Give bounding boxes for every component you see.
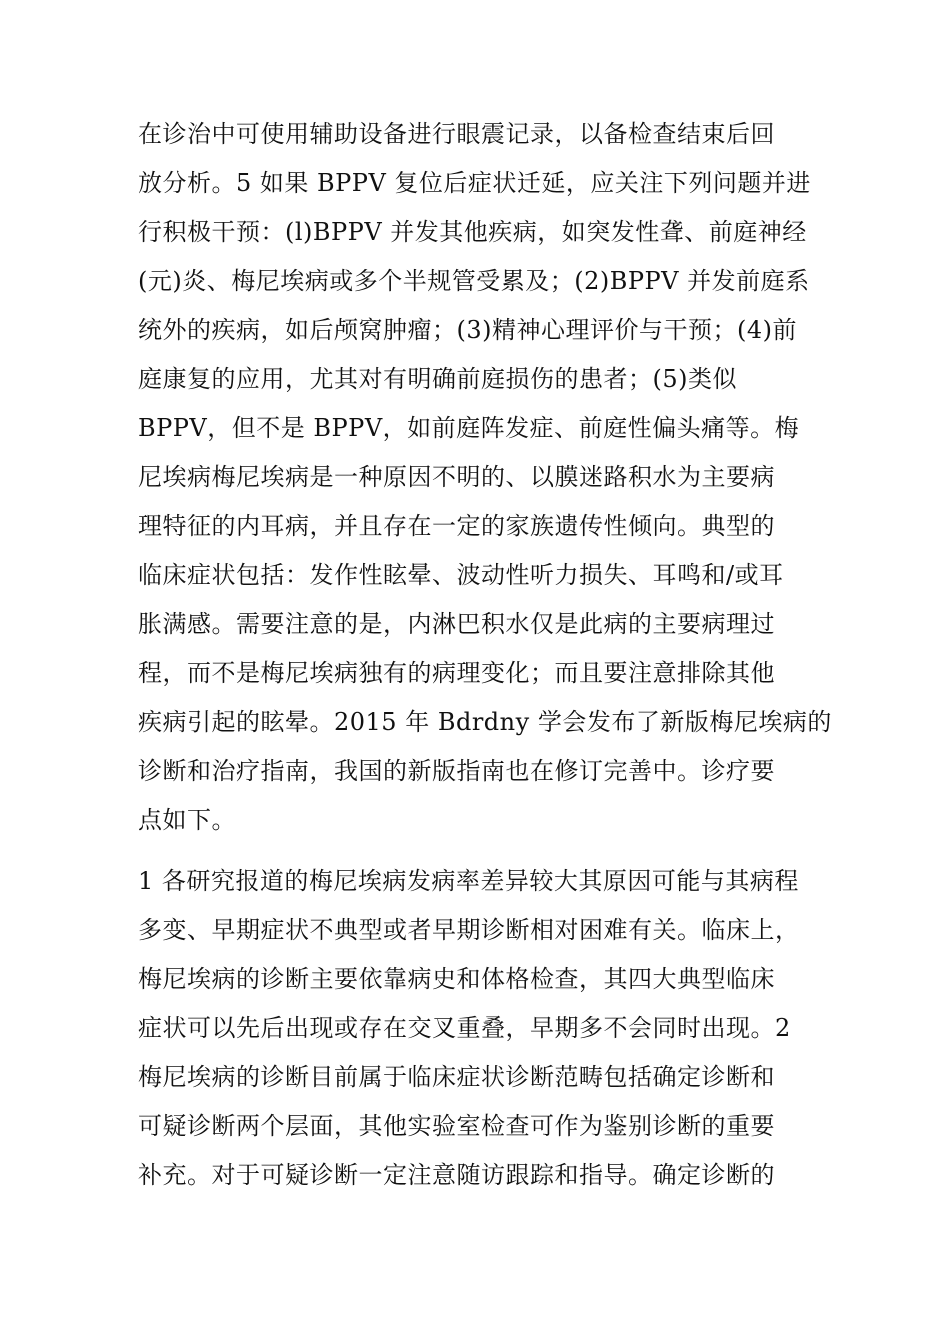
text-line: BPPV，但不是 BPPV，如前庭阵发症、前庭性偏头痛等。梅 [138,414,800,442]
text-line: 在诊治中可使用辅助设备进行眼震记录，以备检查结束后回 [138,120,775,148]
text-line: (元)炎、梅尼埃病或多个半规管受累及；(2)BPPV 并发前庭系 [138,267,810,295]
text-line: 胀满感。需要注意的是，内淋巴积水仅是此病的主要病理过 [138,610,775,638]
text-line: 尼埃病梅尼埃病是一种原因不明的、以膜迷路积水为主要病 [138,463,775,491]
text-line: 诊断和治疗指南，我国的新版指南也在修订完善中。诊疗要 [138,757,775,785]
text-line: 症状可以先后出现或存在交叉重叠，早期多不会同时出现。2 [138,1014,791,1042]
text-line: 补充。对于可疑诊断一定注意随访跟踪和指导。确定诊断的 [138,1161,775,1189]
text-line: 点如下。 [138,806,236,834]
text-line: 理特征的内耳病，并且存在一定的家族遗传性倾向。典型的 [138,512,775,540]
text-line: 行积极干预：(l)BPPV 并发其他疾病，如突发性聋、前庭神经 [138,218,807,246]
text-line: 梅尼埃病的诊断主要依靠病史和体格检查，其四大典型临床 [138,965,775,993]
text-line: 1 各研究报道的梅尼埃病发病率差异较大其原因可能与其病程 [138,867,799,895]
text-line: 统外的疾病，如后颅窝肿瘤；(3)精神心理评价与干预；(4)前 [138,316,797,344]
text-line: 程，而不是梅尼埃病独有的病理变化；而且要注意排除其他 [138,659,775,687]
text-line: 临床症状包括：发作性眩晕、波动性听力损失、耳鸣和/或耳 [138,561,784,589]
text-line: 梅尼埃病的诊断目前属于临床症状诊断范畴包括确定诊断和 [138,1063,775,1091]
paragraph-bppv-meniere [138,110,832,845]
text-line: 疾病引起的眩晕。2015 年 Bdrdny 学会发布了新版梅尼埃病的 [138,708,832,736]
text-line: 可疑诊断两个层面，其他实验室检查可作为鉴别诊断的重要 [138,1112,775,1140]
text-line: 多变、早期症状不典型或者早期诊断相对困难有关。临床上， [138,916,800,944]
text-line: 庭康复的应用，尤其对有明确前庭损伤的患者；(5)类似 [138,365,737,393]
paragraph-diagnosis-points [138,857,828,1200]
text-line: 放分析。5 如果 BPPV 复位后症状迁延，应关注下列问题并进 [138,169,811,197]
